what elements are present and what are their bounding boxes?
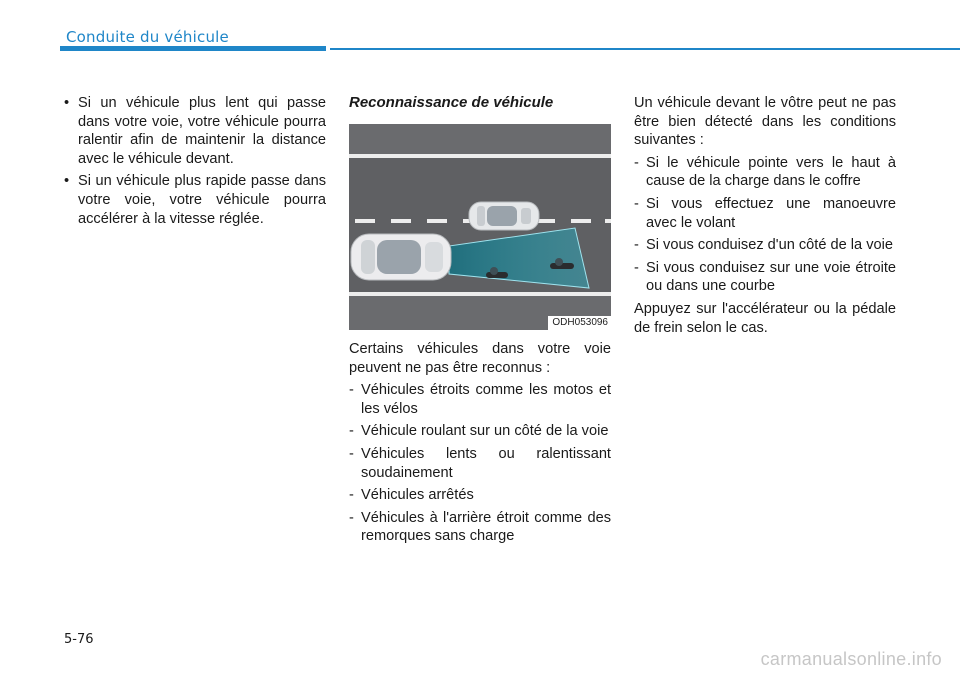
watermark: carmanualsonline.info: [760, 649, 942, 669]
list-item-text: Si le véhicule pointe vers le haut à cause de la charge dans le coffre: [646, 154, 896, 190]
column-right: [634, 94, 896, 341]
dash-mark: -: [634, 195, 639, 212]
list-item-text: Véhicules à l'arrière étroit comme des remorques sans charge: [361, 509, 611, 545]
list-item-text: Si vous effectuez une manoeuvre avec le volant: [646, 195, 896, 231]
list-item-text: Véhicules lents ou ralentissant soudainement: [361, 445, 611, 481]
road-illustration: [349, 124, 611, 330]
list-item: [349, 445, 611, 482]
ego-car: [351, 234, 451, 280]
dash-mark: -: [349, 423, 354, 440]
list-item-text: Véhicule roulant sur un côté de la voie: [361, 423, 609, 440]
list-item: [634, 154, 896, 191]
bullet-text: Si un véhicule plus lent qui passe dans votre voie, votre véhicule pourra ralentir afin de maintenir la distance avec le véhicule devant.: [78, 95, 326, 167]
paragraph: Certains véhicules dans votre voie peuvent ne pas être reconnus :: [349, 341, 611, 376]
column-left: [64, 94, 326, 232]
list-item: [634, 259, 896, 296]
header-rule-thick: [60, 46, 326, 51]
subheading: Reconnaissance de véhicule: [349, 94, 554, 111]
list-item: [634, 236, 896, 255]
dash-mark: -: [349, 509, 354, 526]
front-car: [469, 202, 539, 230]
vehicle-recognition-figure: [349, 124, 611, 330]
list-item: [634, 195, 896, 232]
dash-mark: -: [634, 237, 639, 254]
bullet-text: Si un véhicule plus rapide passe dans votre voie, votre véhicule pourra accélérer à la vitesse réglée.: [78, 173, 326, 227]
bullet-item: [64, 172, 326, 228]
dash-mark: -: [349, 487, 354, 504]
column-middle: [349, 94, 611, 550]
list-item: [349, 422, 611, 441]
dash-mark: -: [634, 154, 639, 171]
list-item: [349, 509, 611, 546]
section-title: Conduite du véhicule: [66, 28, 229, 46]
dash-mark: -: [349, 382, 354, 399]
paragraph: Un véhicule devant le vôtre peut ne pas être bien détecté dans les conditions suivantes :: [634, 95, 896, 149]
list-item: [349, 486, 611, 505]
list-item: [349, 381, 611, 418]
list-item-text: Si vous conduisez d'un côté de la voie: [646, 237, 893, 254]
header-rule-thin: [330, 48, 960, 50]
page-number: 5-76: [64, 632, 94, 647]
dash-mark: -: [634, 259, 639, 276]
list-item-text: Si vous conduisez sur une voie étroite ou dans une courbe: [646, 259, 896, 295]
list-item-text: Véhicules arrêtés: [361, 487, 474, 504]
paragraph: Appuyez sur l'accélérateur ou la pédale de frein selon le cas.: [634, 300, 896, 336]
bullet-item: [64, 94, 326, 168]
figure-label: ODH053096: [548, 316, 611, 330]
dash-mark: -: [349, 445, 354, 462]
bullet-mark: •: [64, 173, 70, 190]
list-item-text: Véhicules étroits comme les motos et les vélos: [361, 382, 611, 417]
bullet-mark: •: [64, 95, 70, 111]
